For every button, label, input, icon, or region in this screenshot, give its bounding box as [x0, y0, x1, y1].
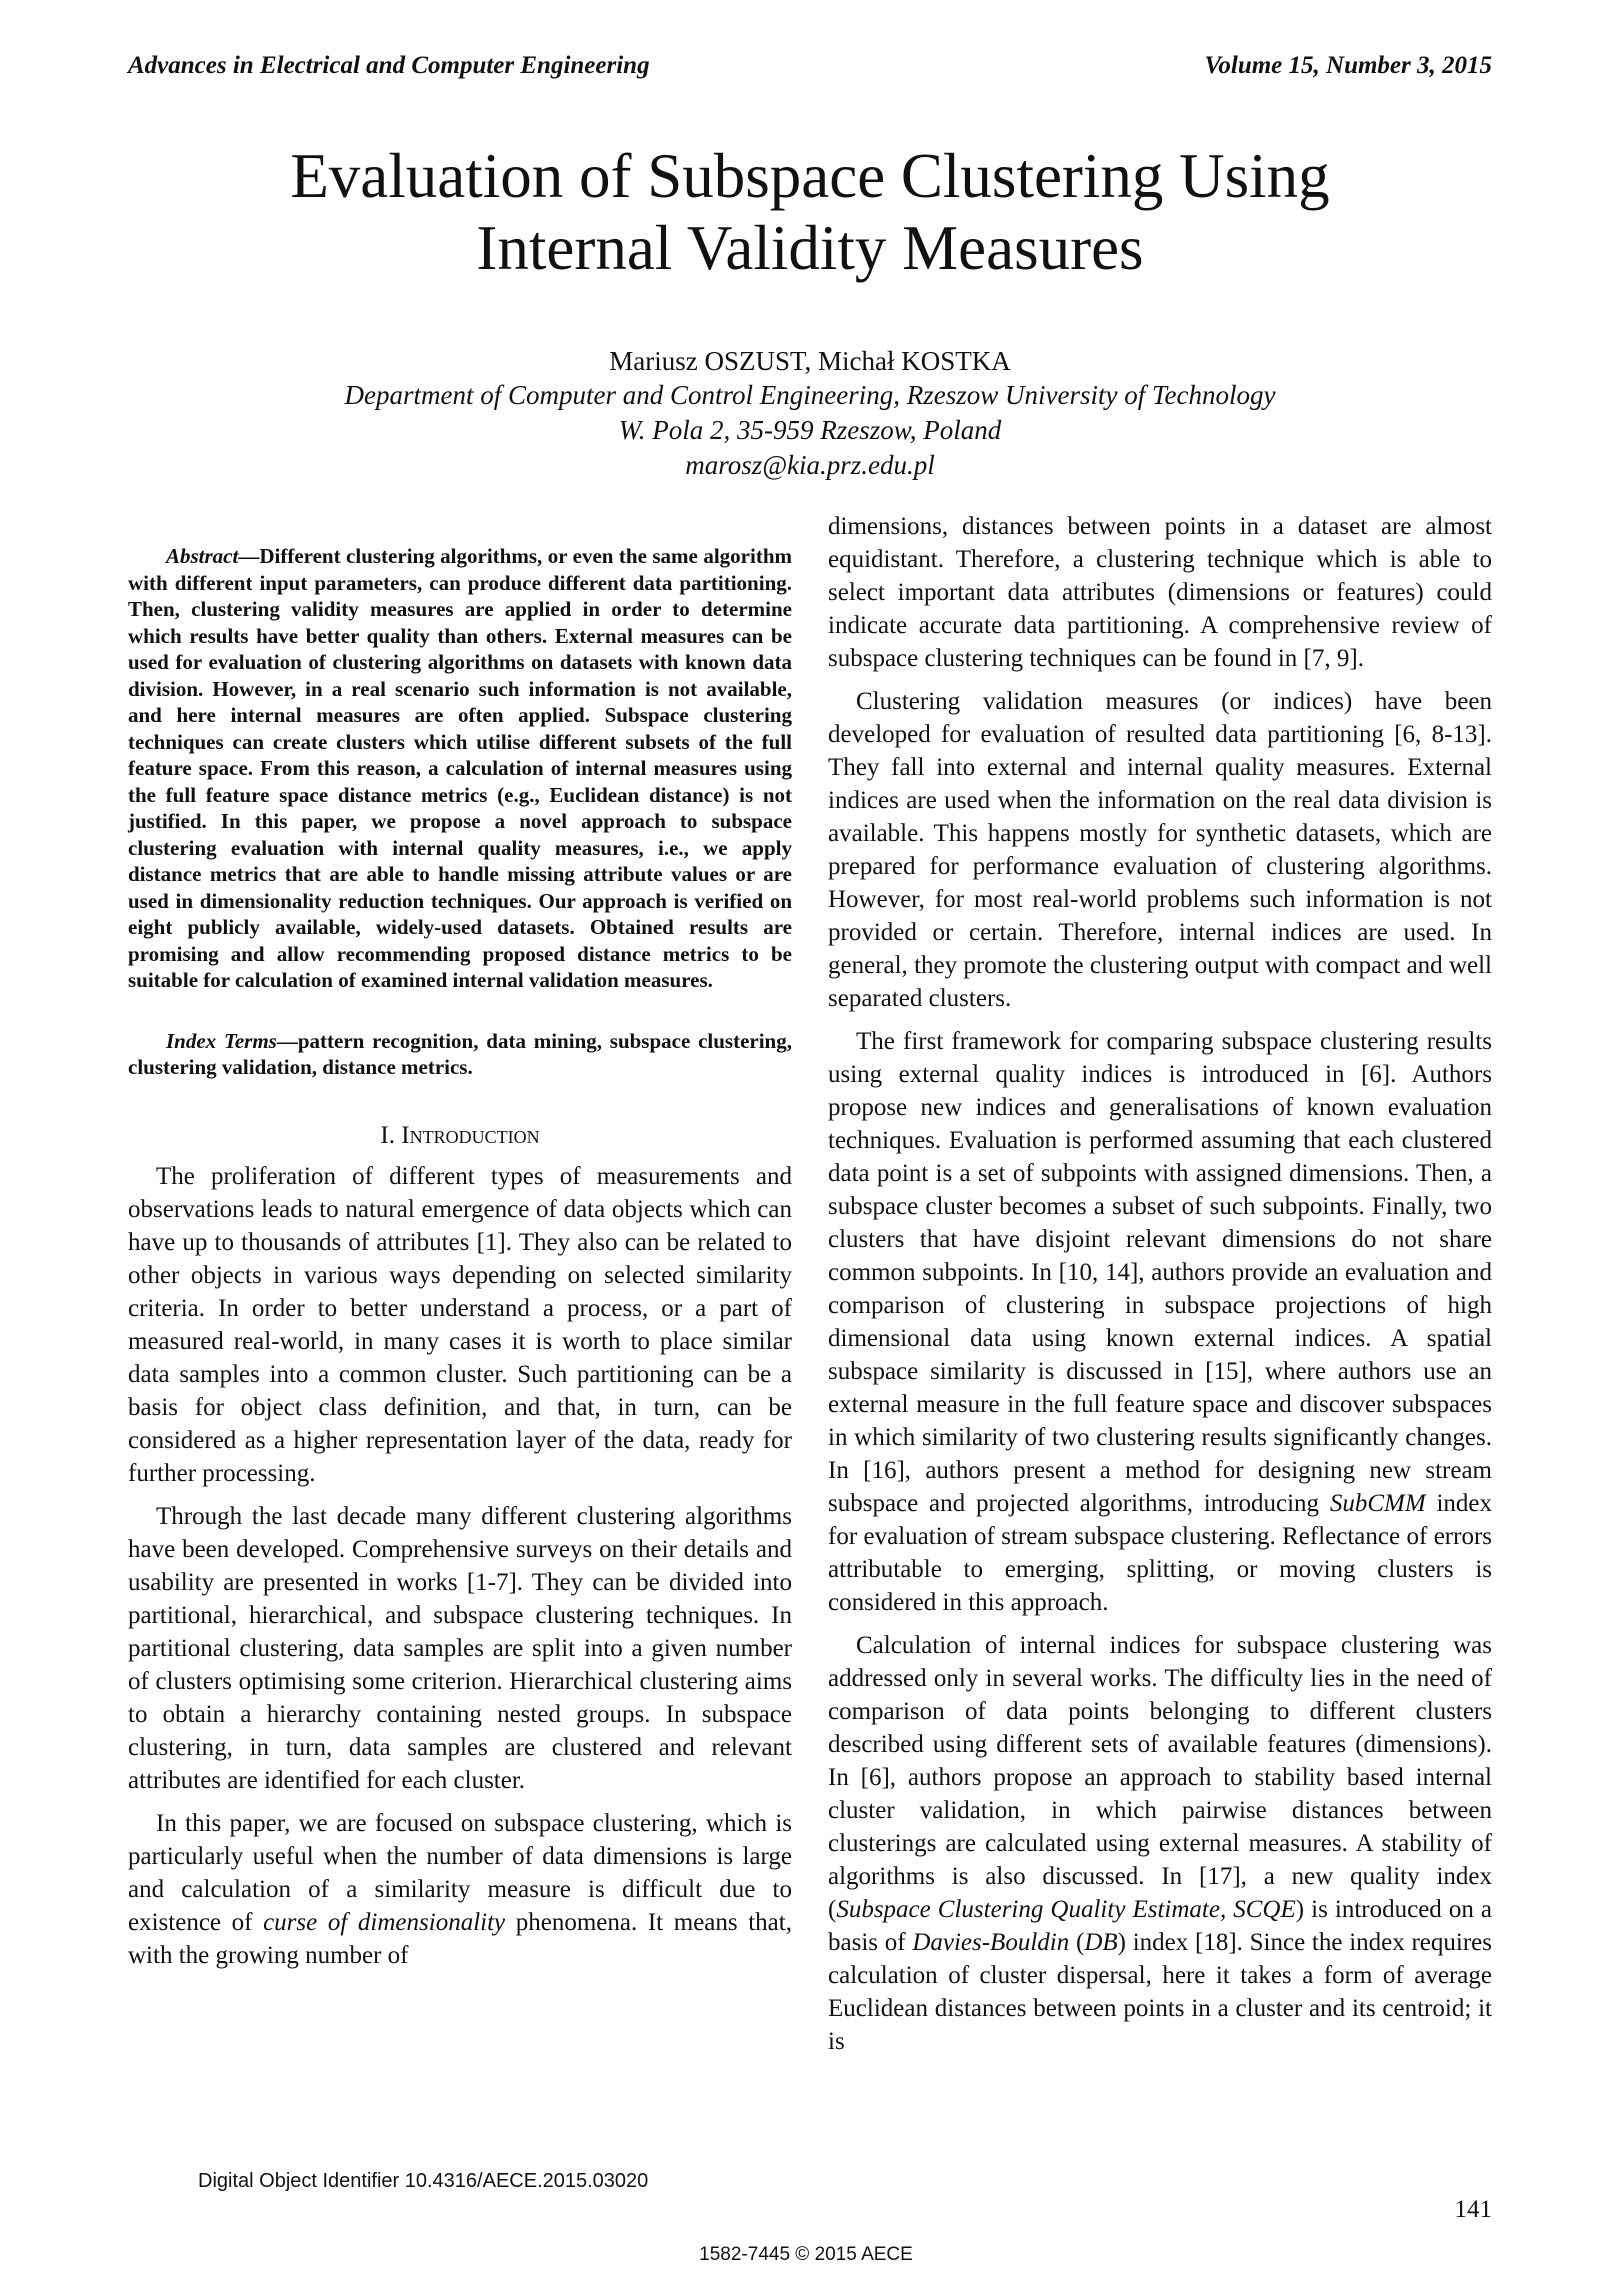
left-column	[128, 510, 792, 1972]
email: marosz@kia.prz.edu.pl	[685, 450, 935, 480]
title-line-2: Internal Validity Measures	[476, 213, 1144, 283]
abstract	[128, 543, 792, 994]
journal-name: Advances in Electrical and Computer Engineering	[128, 52, 650, 79]
doi-footer: Digital Object Identifier 10.4316/AECE.2015.03020	[198, 2170, 649, 2192]
paragraph-text: ) index [18]. Since the index requires calculation of cluster dispersal, here it takes a form of average Euclidean distances between points in a cluster and its centroid; it is	[828, 1929, 1492, 2055]
paper-title	[128, 140, 1492, 284]
section-heading	[128, 1119, 792, 1152]
section-number: I.	[380, 1121, 395, 1149]
paragraph-text: (	[1069, 1929, 1085, 1956]
abstract-text: —Different clustering algorithms, or even the same algorithm with different input parameters, can produce different data partitioning. Then, clustering validity measures are applied in order to determine which results have better quality than others. External measures can be used for evaluation of clustering algorithms on datasets with known data division. However, in a real scenario such information is not available, and here internal measures are often applied. Subspace clustering techniques can create clusters which utilise different subsets of the full feature space. From this reason, a calculation of internal measures using the full feature space distance metrics (e.g., Euclidean distance) is not justified. In this paper, we propose a novel approach to subspace clustering evaluation with internal quality measures, i.e., we apply distance metrics that are able to handle missing attribute values or are used in dimensionality reduction techniques. Our approach is verified on eight publicly available, widely-used datasets. Obtained results are promising and allow recommending proposed distance metrics to be suitable for calculation of examined internal validation measures.	[128, 544, 792, 992]
intro-paragraph-3	[128, 1807, 792, 1972]
right-paragraph-1: dimensions, distances between points in a dataset are almost equidistant. Therefore, a clustering technique which is able to select important data attributes (dimensions or features) could indicate accurate data partitioning. A comprehensive review of subspace clustering techniques can be found in [7, 9].	[828, 513, 1492, 672]
authors: Mariusz OSZUST, Michał KOSTKA	[609, 346, 1011, 376]
index-terms-label: Index Terms	[166, 1028, 277, 1053]
paragraph-text: The first framework for comparing subspace clustering results using external quality indices is introduced in [6]. Authors propose new indices and generalisations of known evaluation techniques. Evaluation is performed assuming that each clustered data point is a set of subpoints with assigned dimensions. Then, a subspace cluster becomes a subset of such subpoints. Finally, two clusters that have disjoint relevant dimensions do not share common subpoints. In [10, 14], authors provide an evaluation and comparison of clustering in subspace projections of high dimensional data using known external indices. A spatial subspace similarity is discussed in [15], where authors use an external measure in the full feature space and discover subspaces in which similarity of two clustering results significantly changes. In [16], authors present a method for designing new stream subspace and projected algorithms, introducing	[828, 1028, 1492, 1517]
emphasis-text: Subspace Clustering Quality Estimate, SCQE	[836, 1896, 1296, 1923]
title-line-1: Evaluation of Subspace Clustering Using	[290, 141, 1330, 211]
paragraph-text: ) is introduced on a basis of	[828, 1896, 1492, 1956]
emphasis-text: SubCMM	[1329, 1490, 1426, 1517]
index-terms-text: —pattern recognition, data mining, subspace clustering, clustering validation, distance metrics.	[128, 1028, 792, 1079]
intro-paragraph-2: Through the last decade many different clustering algorithms have been developed. Comprehensive surveys on their details and usability are presented in works [1-7]. They can be divided into partitional, hierarchical, and subspace clustering techniques. In partitional clustering, data samples are split into a given number of clusters optimising some criterion. Hierarchical clustering aims to obtain a hierarchy containing nested groups. In subspace clustering, in turn, data samples are clustered and relevant attributes are identified for each cluster.	[128, 1502, 792, 1794]
emphasis-text: DB	[1084, 1929, 1118, 1956]
emphasis-text: Davies-Bouldin	[912, 1929, 1070, 1956]
right-paragraph-2: Clustering validation measures (or indices) have been developed for evaluation of resulted data partitioning [6, 8-13]. They fall into external and internal quality measures. External indices are used when the information on the real data division is available. This happens mostly for synthetic datasets, which are prepared for performance evaluation of clustering algorithms. However, for most real-world problems such information is not provided or certain. Therefore, internal indices are used. In general, they promote the clustering output with compact and well separated clusters.	[828, 688, 1492, 1012]
abstract-label: Abstract	[166, 544, 239, 568]
issn-footer: 1582-7445 © 2015 AECE	[699, 2244, 913, 2265]
volume-info: Volume 15, Number 3, 2015	[1204, 52, 1492, 79]
affiliation: Department of Computer and Control Engineering, Rzeszow University of Technology	[344, 380, 1276, 410]
paragraph-text: index for evaluation of stream subspace clustering. Reflectance of errors attributable to emerging, splitting, or moving clusters is considered in this approach.	[828, 1490, 1493, 1616]
section-title: Introduction	[401, 1121, 540, 1149]
right-column	[828, 510, 1492, 2058]
emphasis-text: curse of dimensionality	[263, 1908, 506, 1936]
page-number: 141	[1454, 2196, 1492, 2223]
intro-paragraph-1: The proliferation of different types of measurements and observations leads to natural emergence of data objects which can have up to thousands of attributes [1]. They also can be related to other objects in various ways depending on selected similarity criteria. In order to better understand a process, or a part of measured real-world, in many cases it is worth to place similar data samples into a common cluster. Such partitioning can be a basis for object class definition, and that, in turn, can be considered as a higher representation layer of the data, ready for further processing.	[128, 1162, 792, 1487]
paragraph-text: phenomena. It means that, with the growing number of	[128, 1908, 792, 1969]
paragraph-text: In this paper, we are focused on subspace clustering, which is particularly useful when the number of data dimensions is large and calculation of a similarity measure is difficult due to existence of	[128, 1809, 792, 1936]
index-terms	[128, 1028, 792, 1081]
right-paragraph-4	[828, 1629, 1492, 2058]
right-paragraph-3	[828, 1025, 1492, 1619]
paragraph-text: Calculation of internal indices for subspace clustering was addressed only in several works. The difficulty lies in the need of comparison of data points belonging to different clusters described using different sets of available features (dimensions). In [6], authors propose an approach to stability based internal cluster validation, in which pairwise distances between clusterings are calculated using external measures. A stability of algorithms is also discussed. In [17], a new quality index (	[828, 1632, 1492, 1923]
address: W. Pola 2, 35-959 Rzeszow, Poland	[618, 415, 1002, 445]
